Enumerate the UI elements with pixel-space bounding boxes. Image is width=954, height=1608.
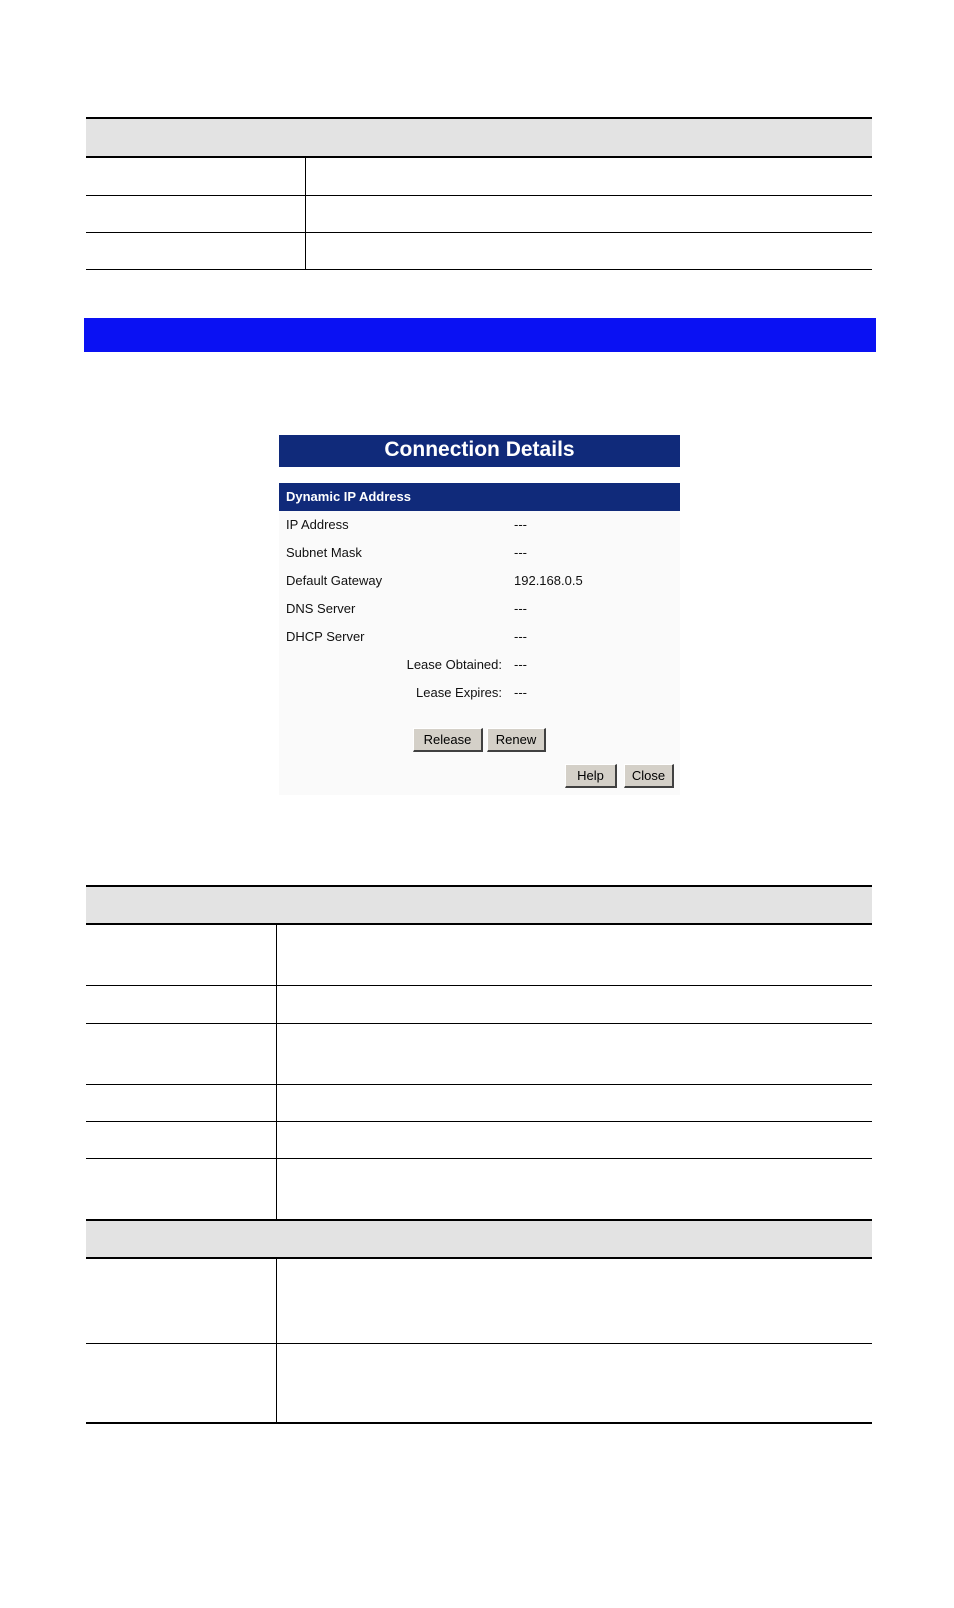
lease-obtained-value: ---	[514, 657, 527, 672]
section-heading-bar	[84, 318, 876, 352]
table-row	[86, 157, 872, 196]
dynamic-ip-section-header: Dynamic IP Address	[279, 483, 680, 511]
dns-server-label: DNS Server	[286, 601, 356, 616]
table-header-row	[86, 886, 872, 924]
table-row	[86, 1085, 872, 1122]
dns-server-value: ---	[514, 601, 527, 616]
ip-address-value: ---	[514, 517, 527, 532]
table-row	[86, 924, 872, 986]
connection-details-panel	[279, 435, 680, 795]
top-field-table	[86, 117, 872, 270]
lease-expires-label: Lease Expires:	[416, 685, 502, 700]
table-row	[86, 1258, 872, 1344]
table-row	[86, 1344, 872, 1424]
panel-body	[279, 483, 680, 795]
default-gateway-value: 192.168.0.5	[514, 573, 583, 588]
bottom-field-table	[86, 885, 872, 1424]
table-row	[86, 196, 872, 233]
dhcp-server-label: DHCP Server	[286, 629, 365, 644]
table-row	[86, 1159, 872, 1221]
table-row	[86, 986, 872, 1024]
table-row	[86, 233, 872, 270]
panel-title: Connection Details	[279, 435, 680, 467]
close-button[interactable]: Close	[624, 764, 674, 788]
release-button[interactable]: Release	[413, 728, 483, 752]
dhcp-server-value: ---	[514, 629, 527, 644]
help-button[interactable]: Help	[565, 764, 617, 788]
table-header-row	[86, 1220, 872, 1258]
default-gateway-label: Default Gateway	[286, 573, 383, 588]
table-header-row	[86, 118, 872, 157]
renew-button[interactable]: Renew	[487, 728, 546, 752]
subnet-mask-value: ---	[514, 545, 527, 560]
ip-address-label: IP Address	[286, 517, 349, 532]
table-row	[86, 1122, 872, 1159]
lease-expires-value: ---	[514, 685, 527, 700]
subnet-mask-label: Subnet Mask	[286, 545, 362, 560]
table-row	[86, 1024, 872, 1085]
lease-obtained-label: Lease Obtained:	[406, 657, 502, 672]
